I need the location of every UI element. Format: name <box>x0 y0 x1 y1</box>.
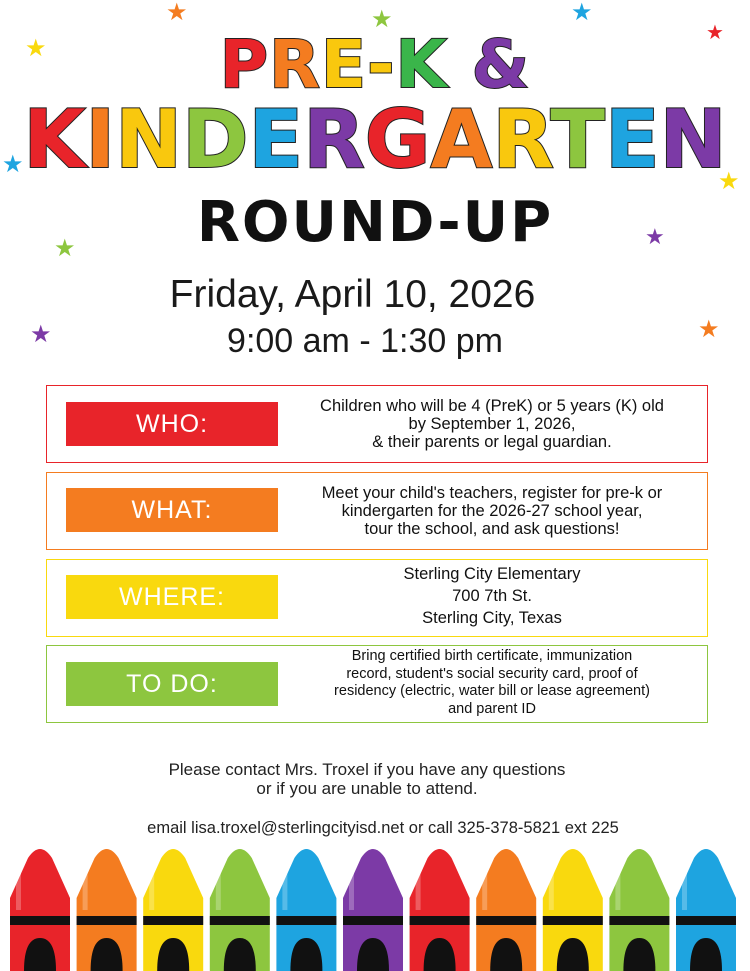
section-line: Meet your child's teachers, register for pre-k or <box>321 484 663 502</box>
star-icon: ★ <box>718 167 740 195</box>
todo-text <box>285 648 699 718</box>
crayon <box>210 849 270 971</box>
title-line-1 <box>0 26 750 103</box>
title-1-letter: - <box>367 26 396 103</box>
crayon <box>276 849 336 971</box>
section-line: and parent ID <box>448 700 536 717</box>
title-2-letter: I <box>85 93 116 186</box>
title-2-letter: G <box>364 93 431 186</box>
section-line: Sterling City, Texas <box>422 609 562 627</box>
title-2-letter: E <box>604 93 660 186</box>
who-label: WHO: <box>66 402 278 446</box>
star-icon: ★ <box>698 315 720 343</box>
title-1-letter: R <box>269 26 321 103</box>
star-icon: ★ <box>706 20 724 44</box>
title-1-letter <box>448 26 472 103</box>
crayon <box>10 849 70 971</box>
section-line: Children who will be 4 (PreK) or 5 years (K) old <box>320 397 664 415</box>
crayon-border <box>0 840 750 971</box>
section-line: kindergarten for the 2026-27 school year, <box>341 502 643 520</box>
title-2-letter: D <box>182 93 249 186</box>
title-line-2 <box>0 93 750 186</box>
contact-line: or if you are unable to attend. <box>256 779 478 798</box>
round-up-heading: ROUND-UP <box>196 190 554 255</box>
who-text <box>285 397 699 451</box>
star-icon: ★ <box>571 0 593 26</box>
where-box <box>46 559 708 637</box>
what-label: WHAT: <box>66 488 278 532</box>
what-text <box>285 484 699 538</box>
where-label: WHERE: <box>66 575 278 619</box>
section-line: Sterling City Elementary <box>403 565 581 583</box>
crayon <box>476 849 536 971</box>
title-1-letter: & <box>471 26 531 103</box>
todo-label: TO DO: <box>66 662 278 706</box>
title-1-letter: E <box>321 26 368 103</box>
who-box <box>46 385 708 463</box>
title-2-letter: N <box>115 93 183 186</box>
star-icon: ★ <box>371 5 393 33</box>
title-1-letter: K <box>395 26 448 103</box>
section-line: tour the school, and ask questions! <box>364 520 620 538</box>
star-icon: ★ <box>30 320 52 348</box>
star-icon: ★ <box>2 150 24 178</box>
star-icon: ★ <box>54 234 76 262</box>
star-icon: ★ <box>25 34 47 62</box>
todo-box <box>46 645 708 723</box>
crayon <box>410 849 470 971</box>
crayon <box>543 849 603 971</box>
section-line: by September 1, 2026, <box>408 415 576 433</box>
section-line: Bring certified birth certificate, immunization <box>351 648 633 664</box>
section-line: 700 7th St. <box>452 587 532 605</box>
crayon <box>609 849 669 971</box>
event-time: 9:00 am - 1:30 pm <box>227 322 503 360</box>
title-2-letter: A <box>430 93 493 186</box>
section-line: & their parents or legal guardian. <box>372 433 612 451</box>
section-line: residency (electric, water bill or lease agreement) <box>334 683 650 699</box>
crayon <box>77 849 137 971</box>
title-2-letter: R <box>492 93 551 186</box>
what-box <box>46 472 708 550</box>
title-2-letter: R <box>303 93 365 186</box>
email-line: email lisa.troxel@sterlingcityisd.net or call 325-378-5821 ext 225 <box>147 819 619 837</box>
title-1-letter: P <box>219 26 270 103</box>
title-2-letter: E <box>248 93 304 186</box>
crayon <box>343 849 403 971</box>
contact-text <box>0 760 734 798</box>
section-line: record, student's social security card, proof of <box>346 665 638 682</box>
title-2-letter: T <box>550 93 605 186</box>
title-2-letter: N <box>659 93 727 186</box>
where-text <box>285 563 699 629</box>
crayon <box>143 849 203 971</box>
title-2-letter: K <box>23 93 86 186</box>
crayon <box>676 849 736 971</box>
contact-line: Please contact Mrs. Troxel if you have any questions <box>168 760 566 779</box>
event-date: Friday, April 10, 2026 <box>169 273 536 316</box>
star-icon: ★ <box>645 225 665 250</box>
star-icon: ★ <box>166 0 188 26</box>
